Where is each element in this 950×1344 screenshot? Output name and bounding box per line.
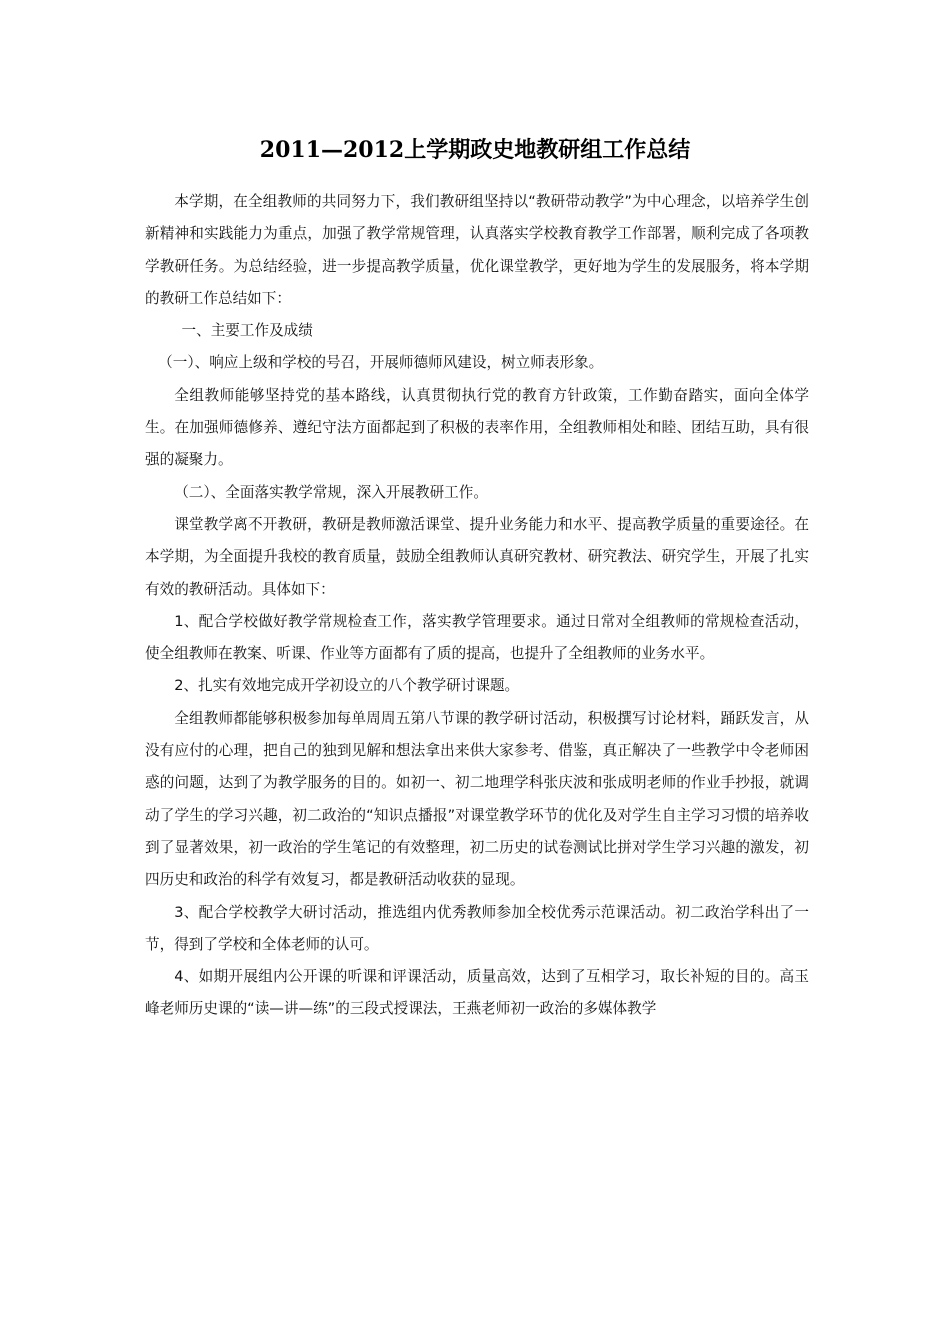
subsection-heading-2: （二）、全面落实教学常规，深入开展教研工作。 <box>174 483 488 501</box>
list-item-2: 2、扎实有效地完成开学初设立的八个教学研讨课题。 <box>174 677 520 695</box>
paragraph-teacher-ethics: 全组教师能够坚持党的基本路线，认真贯彻执行党的教育方针政策，工作勤奋踏实，面向全体学生。在加强师德修养、遵纪守法方面都起到了积极的表率作用，全组教师相处和睦、团结互助，具有很强的凝聚力。 <box>145 386 809 469</box>
list-item-3: 3、配合学校教学大研讨活动，推选组内优秀教师参加全校优秀示范课活动。初二政治学科出了一节，得到了学校和全体老师的认可。 <box>145 903 809 953</box>
document-title: 2011—2012上学期政史地教研组工作总结 <box>259 137 691 163</box>
list-item-1: 1、配合学校做好教学常规检查工作，落实教学管理要求。通过日常对全组教师的常规检查活动，使全组教师在教案、听课、作业等方面都有了质的提高，也提升了全组教师的业务水平。 <box>145 612 809 663</box>
document-body <box>145 186 809 1026</box>
subsection-heading-1: （一）、响应上级和学校的号召，开展师德师风建设，树立师表形象。 <box>158 354 604 372</box>
section-heading-main-work: 一、主要工作及成绩 <box>181 322 313 340</box>
paragraph-seminar-activities: 全组教师都能够积极参加每单周周五第八节课的教学研讨活动，积极撰写讨论材料，踊跃发言，从没有应付的心理，把自己的独到见解和想法拿出来供大家参考、借鉴，真正解决了一些教学中令老师困惑的问题，达到了为教学服务的目的。如初一、初二地理学科张庆波和张成明老师的作业手抄报，就调动了学生的学习兴趣，初二政治的“知识点播报”对课堂教学环节的优化及对学生自主学习习惯的培养收到了显著效果，初一政治的学生笔记的有效整理，初二历史的试卷测试比拼对学生学习兴趣的激发，初四历史和政治的科学有效复习，都是教研活动收获的显现。 <box>145 709 809 889</box>
paragraph-intro: 本学期，在全组教师的共同努力下，我们教研组坚持以“教研带动教学”为中心理念，以培养学生创新精神和实践能力为重点，加强了教学常规管理，认真落实学校教育教学工作部署，顺利完成了各项教学教研任务。为总结经验，进一步提高教学质量，优化课堂教学，更好地为学生的发展服务，将本学期的教研工作总结如下： <box>145 193 809 307</box>
paragraph-teaching-research: 课堂教学离不开教研，教研是教师激活课堂、提升业务能力和水平、提高教学质量的重要途径。在本学期，为全面提升我校的教育质量，鼓励全组教师认真研究教材、研究教法、研究学生，开展了扎实有效的教研活动。具体如下： <box>145 515 809 598</box>
list-item-4: 4、如期开展组内公开课的听课和评课活动，质量高效，达到了互相学习，取长补短的目的。高玉峰老师历史课的“读—讲—练”的三段式授课法，王燕老师初一政治的多媒体教学 <box>145 968 809 1018</box>
